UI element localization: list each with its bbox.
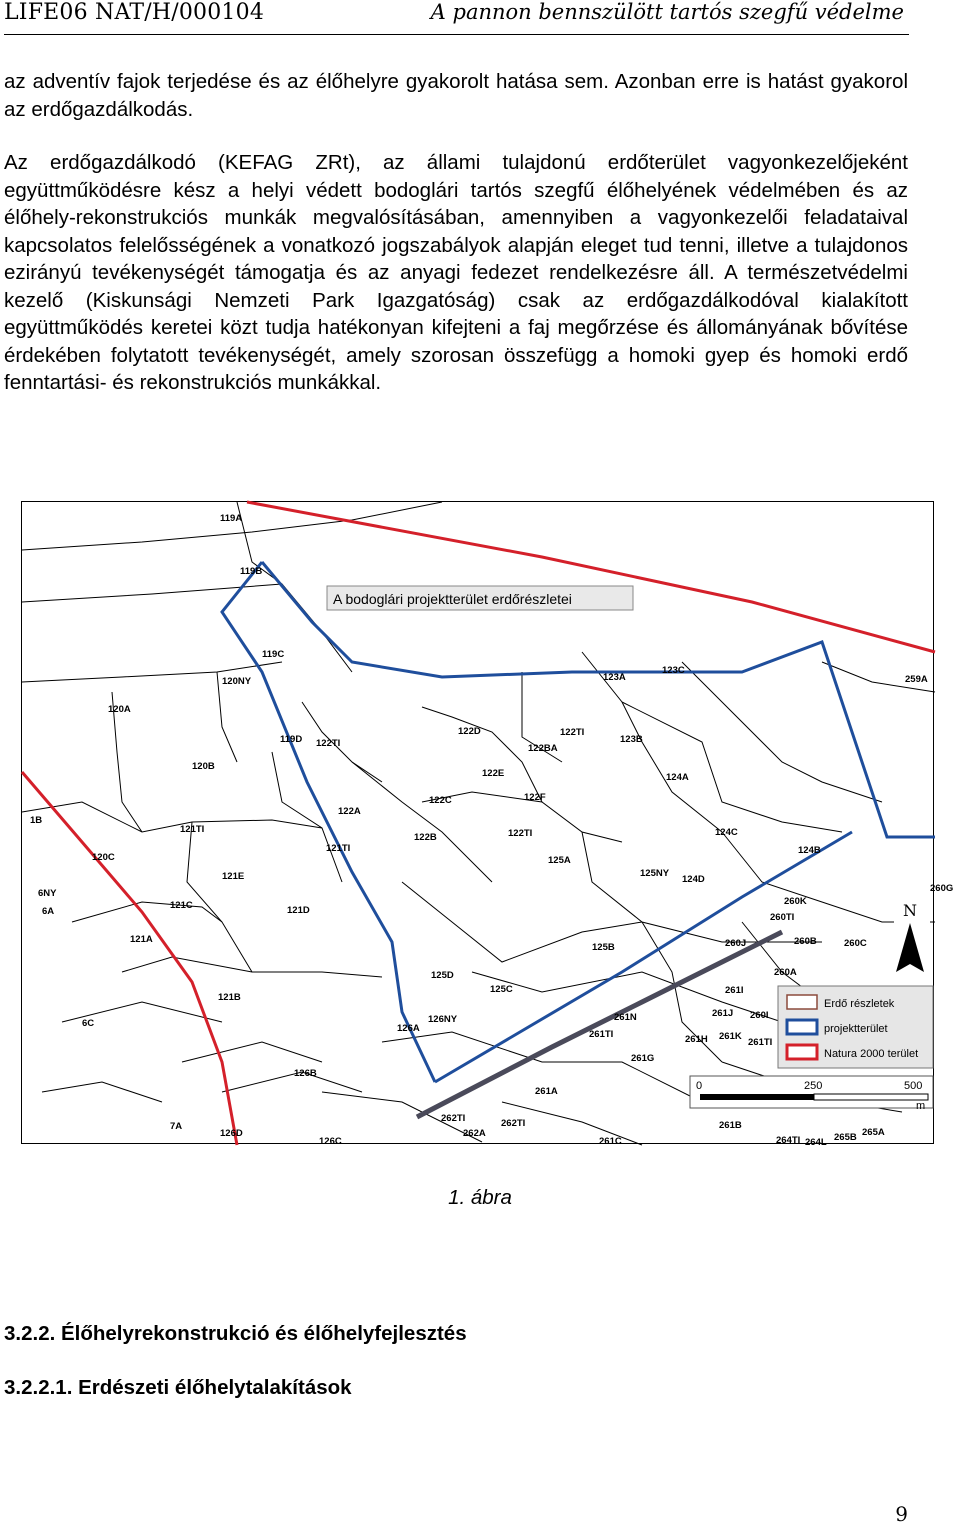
legend-label: projektterület: [824, 1023, 888, 1035]
parcel-label: 120C: [92, 852, 115, 863]
parcel-label: 260I: [750, 1010, 769, 1021]
parcel-label: 119D: [280, 734, 303, 745]
scale-segment-black: [700, 1094, 814, 1100]
parcel-label: 265B: [834, 1132, 857, 1143]
legend-swatch: [787, 995, 817, 1009]
parcel-label: 122C: [429, 795, 452, 806]
section-heading: 3.2.2. Élőhelyrekonstrukció és élőhelyfejlesztés: [4, 1322, 467, 1345]
parcel-label: 120NY: [222, 676, 252, 687]
parcel-label: 265A: [862, 1127, 885, 1138]
parcel-label: 121A: [130, 934, 153, 945]
parcel-label: 124B: [798, 845, 821, 856]
parcel-label: 264TI: [776, 1135, 801, 1146]
parcel-label: 126D: [220, 1128, 243, 1139]
parcel-label: 260G: [930, 883, 954, 894]
parcel-label: 261H: [685, 1034, 708, 1045]
parcel-label: 7A: [170, 1121, 183, 1132]
parcel-label: 6A: [42, 906, 55, 917]
parcel-label: 262TI: [441, 1113, 466, 1124]
parcel-label: 122B: [414, 832, 437, 843]
scale-unit: m: [916, 1100, 926, 1112]
parcel-label: 124C: [715, 827, 738, 838]
scale-tick-500: 500: [904, 1080, 923, 1092]
parcel-label: 122D: [458, 726, 481, 737]
project-title: A pannon bennszülött tartós szegfű védelme: [430, 0, 904, 24]
page-number: 9: [895, 1502, 908, 1526]
parcel-label: 260C: [844, 938, 867, 949]
scale-bar: [690, 1076, 933, 1112]
parcel-label: 126NY: [428, 1014, 458, 1025]
parcel-map-svg: [22, 502, 954, 1148]
parcel-label: 264L: [805, 1137, 827, 1148]
parcel-label: 126A: [397, 1023, 420, 1034]
header-rule: [4, 34, 909, 35]
parcel-label: 261N: [614, 1012, 637, 1023]
parcel-label: 122TI: [316, 738, 341, 749]
page-header: [0, 0, 960, 30]
parcel-label: 125B: [592, 942, 615, 953]
parcel-label: 260A: [774, 967, 797, 978]
parcel-label: 259A: [905, 674, 928, 685]
parcel-label: 122E: [482, 768, 505, 779]
parcel-label: 125NY: [640, 868, 670, 879]
parcel-label: 122BA: [528, 743, 558, 754]
parcel-label: 119A: [220, 513, 243, 524]
paragraph-2: Az erdőgazdálkodó (KEFAG ZRt), az állami tulajdonú erdőterület vagyonkezelőjeként együttműködésre kész a helyi védett bodoglári tartós szegfű élőhelyének védelmében és az élőhely-rekonstrukciós munkák megvalósításában, amennyiben a vagyonkezelői feladataival kapcsolatos felelősségének a vonatkozó jogszabályok alapján eleget tud tenni, illetve a tulajdonos ezirányú tevékenységét támogatja és az anyagi fedezet rendelkezésre áll. A természetvédelmi kezelő (Kiskunsági Nemzeti Park Igazgatóság) csak az erdőgazdálkodóval kialakított együttműködés keretei közt tudja hatékonyan kifejteni a faj megőrzése és állományának bővítése érdekében folytatott tevékenységét, amely szorosan összefügg a homoki gyep és homoki erdő fenntartási- és rekonstrukciós munkákkal.: [4, 151, 908, 394]
parcel-label: 126C: [319, 1136, 342, 1147]
north-arrow: [894, 894, 930, 976]
parcel-label: 122TI: [508, 828, 533, 839]
parcel-label: 6NY: [38, 888, 57, 899]
project-code: LIFE06 NAT/H/000104: [4, 0, 265, 25]
parcel-map: [21, 501, 954, 1148]
parcel-label: 123B: [620, 734, 643, 745]
parcel-label: 261G: [631, 1053, 655, 1064]
parcel-label: 125C: [490, 984, 513, 995]
figure-caption: 1. ábra: [448, 1186, 512, 1209]
parcel-label: 119C: [262, 649, 285, 660]
parcel-label: 261I: [725, 985, 744, 996]
parcel-label: 121D: [287, 905, 310, 916]
parcel-label: 125A: [548, 855, 571, 866]
north-label: N: [903, 901, 917, 920]
parcel-label: 126B: [294, 1068, 317, 1079]
map-legend: [778, 986, 933, 1068]
scale-tick-0: 0: [696, 1080, 703, 1092]
parcel-label: 121C: [170, 900, 193, 911]
parcel-label: 121TI: [180, 824, 205, 835]
parcel-label: 121B: [218, 992, 241, 1003]
parcel-label: 125D: [431, 970, 454, 981]
scale-tick-250: 250: [804, 1080, 823, 1092]
parcel-label: 261B: [719, 1120, 742, 1131]
legend-label: Erdő részletek: [824, 998, 895, 1010]
map-title-box: [327, 586, 633, 610]
parcel-label: 1B: [30, 815, 43, 826]
parcel-label: 261K: [719, 1031, 742, 1042]
parcel-label: 121E: [222, 871, 245, 882]
legend-label: Natura 2000 terület: [824, 1048, 919, 1060]
parcel-label: 120B: [192, 761, 215, 772]
parcel-label: 124A: [666, 772, 689, 783]
parcel-label: 119B: [240, 566, 263, 577]
parcel-label: 260B: [794, 936, 817, 947]
legend-swatch: [787, 1045, 817, 1059]
scale-segment-white: [814, 1094, 928, 1100]
parcel-label: 262TI: [501, 1118, 526, 1129]
subsection-heading: 3.2.2.1. Erdészeti élőhelytalakítások: [4, 1376, 352, 1399]
parcel-label: 122A: [338, 806, 361, 817]
parcel-label: 261C: [599, 1136, 622, 1147]
parcel-label: 122F: [524, 792, 546, 803]
legend-swatch: [787, 1020, 817, 1034]
parcel-label: 121TI: [326, 843, 351, 854]
parcel-label: 261TI: [589, 1029, 614, 1040]
parcel-label: 261J: [712, 1008, 734, 1019]
parcel-label: 260K: [784, 896, 807, 907]
parcel-label: 6C: [82, 1018, 95, 1029]
paragraph-1: az adventív fajok terjedése és az élőhelyre gyakorolt hatása sem. Azonban erre is hatást gyakorol az erdőgazdálkodás.: [4, 70, 908, 121]
parcel-label: 260J: [725, 938, 747, 949]
parcel-label: 122TI: [560, 727, 585, 738]
parcel-label: 261TI: [748, 1037, 773, 1048]
map-title: A bodoglári projektterület erdőrészletei: [333, 591, 572, 607]
parcel-label: 123C: [662, 665, 685, 676]
parcel-label: 261A: [535, 1086, 558, 1097]
parcel-label: 124D: [682, 874, 705, 885]
parcel-label: 260TI: [770, 912, 795, 923]
parcel-label: 120A: [108, 704, 131, 715]
parcel-label: 262A: [463, 1128, 486, 1139]
parcel-label: 123A: [603, 672, 626, 683]
